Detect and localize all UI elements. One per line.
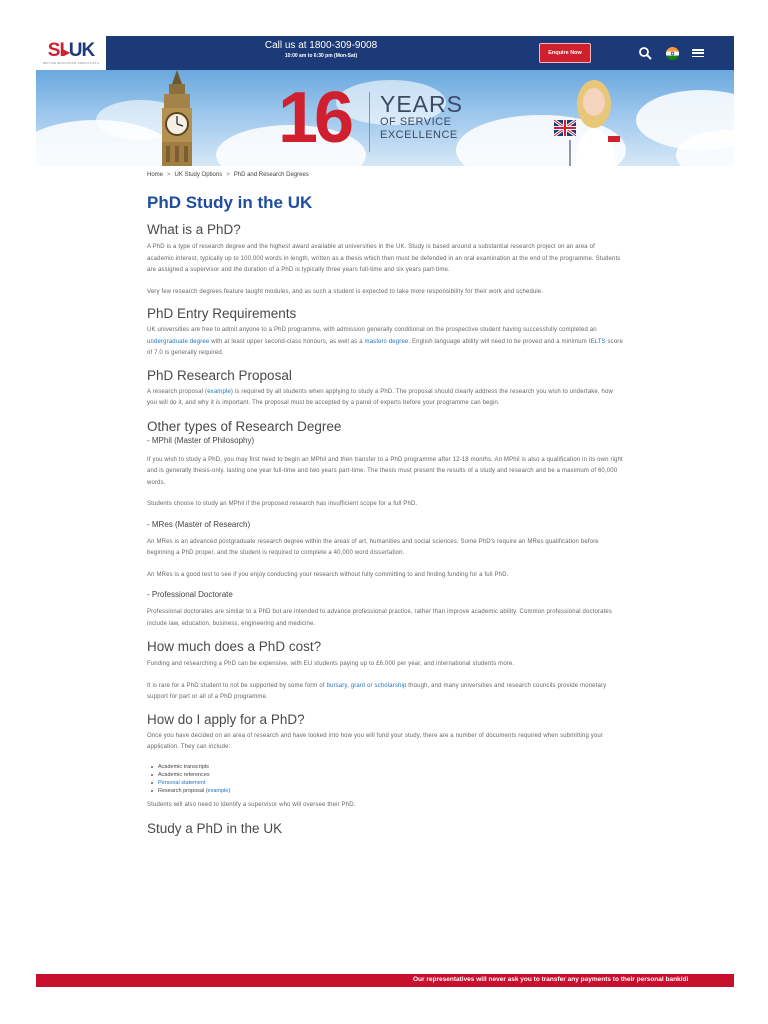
link-proposal-example[interactable]: example [207,388,231,395]
list-item [158,779,623,787]
subheading-mres: - MRes (Master of Research) [147,519,251,529]
paragraph-mres: An MRes is an advanced postgraduate research degree within the areas of art, humanities and social sciences. Some PhD's require an MRes qualification before beginning a PhD proper, and the student is required to complete a 40,000 word dissertation. [147,538,599,556]
hamburger-menu-icon[interactable] [692,47,704,59]
paragraph-entry-requirements: UK universities are free to admit anyone to a PhD programme, with admission generally conditional on the prospective student having successfully completed an undergraduate degree with at least upper second-class honours, as well as a masters degree. English language ability will need to be proved and a minimum IELTS score of 7.0 is generally required. [147,327,623,356]
search-icon[interactable] [638,46,652,60]
heading-research-proposal: PhD Research Proposal [147,367,292,383]
si-uk-logo[interactable] [36,36,106,70]
breadcrumb-current: PhD and Research Degrees [233,172,309,178]
breadcrumb-separator: > [226,172,230,178]
years-of-service-text: YEARS OF SERVICE EXCELLENCE [380,91,463,141]
representative-with-uk-flag-image [536,74,646,166]
link-personal-statement[interactable]: Personal statement [158,779,206,786]
heading-entry-requirements: PhD Entry Requirements [147,306,297,321]
paragraph-professional-doctorate: Professional doctorates are similar to a PhD but are intended to advance professional practice, rather than improve academic ability. Common professional doctorates include law, education, business, engineering and medicine. [147,609,613,627]
paragraph-phd-funding: It is rare for a PhD student to not be supported by some form of bursary, grant or scholarship though, and many universities and research councils provide monetary support for part or all of a PhD programme. [147,682,607,700]
link-masters-degree[interactable]: masters degree [364,338,409,345]
paragraph-mres-test: An MRes is a good test to see if you enjoy conducting your research without fully committing to and finding funding for a full PhD. [147,571,509,578]
paragraph-mphil-scope: Students choose to study an MPhil if the proposed research has insufficient scope for a full PhD. [147,501,418,507]
site-header [36,36,734,70]
paragraph-mphil: If you wish to study a PhD, you may first need to begin an MPhil and then transfer to a PhD programme after 12-18 months. An MPhil is also a qualification in its own right and is generally thesis-only, lasting one year full-time and two years part-time. The thesis must present the results of a study and research and be a maximum of 60,000 words. [147,456,623,486]
call-info [216,39,426,60]
heading-what-is-phd: What is a PhD? [147,222,241,237]
paragraph-phd-cost: Funding and researching a PhD can be expensive, with EU students paying up to £6,000 per year, and international students more. [147,661,515,667]
page-title: PhD Study in the UK [147,193,313,212]
link-research-proposal-example[interactable]: example [207,787,229,794]
main-content [147,192,623,837]
paragraph-what-is-phd: A PhD is a type of research degree and the highest award available at universities in the UK. Study is based around a substantial research project on an area of academic interest, typically up to 100,000 words in length, written as a thesis which then must be defended in an oral examination at the end of the programme. Students are assigned a supervisor and the duration of a PhD is typically three years full-time and six years part-time. [147,244,621,273]
breadcrumb [147,172,309,178]
link-bursary-grant-scholarship[interactable]: bursary, grant or scholarship [326,682,407,689]
banner-divider [369,92,370,152]
breadcrumb-separator: > [167,172,171,178]
hero-banner [36,70,734,166]
breadcrumb-uk-study-options[interactable]: UK Study Options [174,172,223,178]
paragraph-taught-modules: Very few research degrees feature taught modules, and as such a student is expected to take more responsibility for their work and schedule. [147,288,544,295]
heading-phd-cost: How much does a PhD cost? [147,639,322,654]
years-number: 16 [278,78,351,158]
subheading-mphil: - MPhil (Master of Philosophy) [147,435,255,445]
heading-how-to-apply: How do I apply for a PhD? [147,711,305,727]
call-hours: 10:00 am to 6:30 pm (Mon-Sat) [284,53,358,59]
list-item: Academic transcripts [158,763,623,771]
logo-uk-text: UK [68,39,95,61]
logo-tagline: BRITISH EDUCATION SPECIALISTS [42,60,100,65]
paragraph-research-proposal: A research proposal (example) is required by all students when applying to study a PhD. The proposal should clearly address the research you wish to undertake, how you will do it, and why it is important. The proposal must be accepted by a panel of experts before your programme can begin. [147,388,613,406]
heading-study-phd-uk: Study a PhD in the UK [147,821,283,836]
paragraph-supervisor: Students will also need to identify a supervisor who will oversee their PhD. [147,801,356,808]
logo-arrow-icon: ▸ [63,44,69,59]
link-ielts[interactable]: IELTS [588,338,606,345]
list-item: Academic references [158,771,623,779]
breadcrumb-home[interactable]: Home [147,172,164,178]
list-item: Research proposal (example) [158,787,623,795]
india-flag-icon[interactable] [666,47,679,60]
subheading-professional-doctorate: - Professional Doctorate [147,590,233,599]
enquire-now-button[interactable]: Enquire Now [539,43,591,63]
call-phone[interactable]: Call us at 1800-309-9008 [264,40,378,51]
heading-other-research-degrees: Other types of Research Degree [147,418,342,434]
logo-si-text: SI [47,39,64,61]
application-documents-list [147,763,623,795]
link-undergraduate-degree[interactable]: undergraduate degree [147,338,210,345]
payment-warning-text: Our representatives will never ask you to transfer any payments to their personal bank/di [413,976,689,983]
paragraph-how-to-apply: Once you have decided on an area of research and have looked into how you will fund your study, there are a number of documents required when submitting your application. They can include: [147,732,604,750]
big-ben-tower-image [150,70,204,166]
payment-warning-ticker [36,974,734,987]
